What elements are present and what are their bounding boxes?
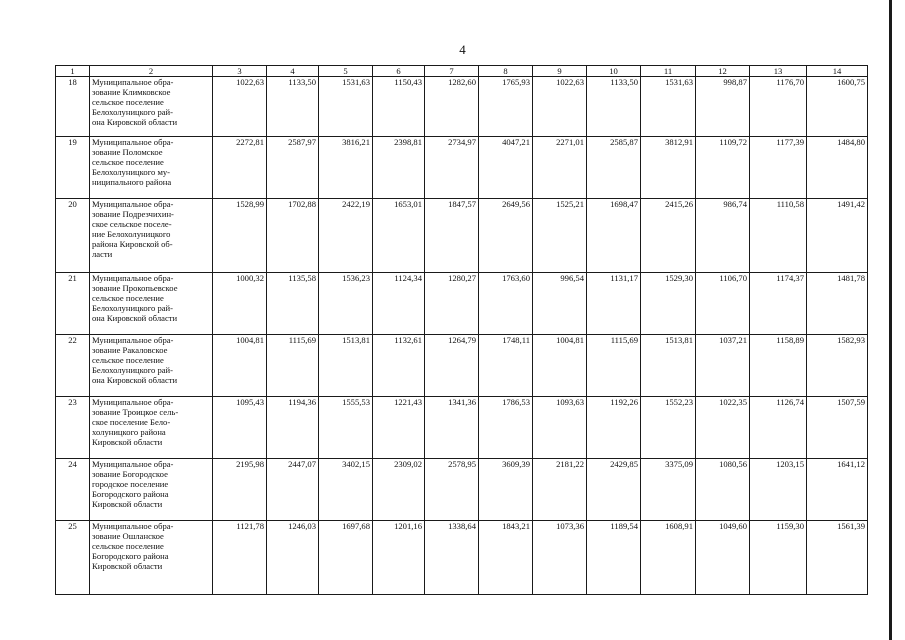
value-cell: 996,54	[533, 273, 587, 335]
value-cell: 2195,98	[213, 459, 267, 521]
value-cell: 1093,63	[533, 397, 587, 459]
column-header: 6	[373, 66, 425, 77]
column-header: 3	[213, 66, 267, 77]
value-cell: 1697,68	[319, 521, 373, 595]
table-row	[56, 459, 868, 521]
value-cell: 1037,21	[696, 335, 750, 397]
value-cell: 2649,56	[479, 199, 533, 273]
value-cell: 1022,63	[213, 77, 267, 137]
value-cell: 1176,70	[750, 77, 807, 137]
value-cell: 1507,59	[807, 397, 868, 459]
value-cell: 1748,11	[479, 335, 533, 397]
value-cell: 1246,03	[267, 521, 319, 595]
value-cell: 2309,02	[373, 459, 425, 521]
scan-edge-line	[889, 0, 892, 640]
value-cell: 1341,36	[425, 397, 479, 459]
value-cell: 2398,81	[373, 137, 425, 199]
municipality-name: Муниципальное обра- зование Ошланское сельское поселение Богородского района Кировской области	[90, 521, 213, 595]
value-cell: 2447,07	[267, 459, 319, 521]
table-row	[56, 273, 868, 335]
value-cell: 1203,15	[750, 459, 807, 521]
value-cell: 1132,61	[373, 335, 425, 397]
row-number: 20	[56, 199, 90, 273]
value-cell: 1765,93	[479, 77, 533, 137]
municipality-name: Муниципальное обра- зование Ракаловское сельское поселение Белохолуницкого рай- она Кировской области	[90, 335, 213, 397]
value-cell: 3609,39	[479, 459, 533, 521]
value-cell: 1513,81	[641, 335, 696, 397]
value-cell: 1004,81	[213, 335, 267, 397]
value-cell: 1264,79	[425, 335, 479, 397]
value-cell: 1561,39	[807, 521, 868, 595]
value-cell: 1763,60	[479, 273, 533, 335]
value-cell: 1531,63	[641, 77, 696, 137]
value-cell: 1095,43	[213, 397, 267, 459]
value-cell: 4047,21	[479, 137, 533, 199]
table-row	[56, 335, 868, 397]
table-row	[56, 77, 868, 137]
value-cell: 2422,19	[319, 199, 373, 273]
value-cell: 1150,43	[373, 77, 425, 137]
value-cell: 2578,95	[425, 459, 479, 521]
municipality-name: Муниципальное обра- зование Поломское сельское поселение Белохолуницкого му- ниципального района	[90, 137, 213, 199]
value-cell: 1189,54	[587, 521, 641, 595]
value-cell: 1192,26	[587, 397, 641, 459]
value-cell: 1280,27	[425, 273, 479, 335]
column-header: 12	[696, 66, 750, 77]
value-cell: 1282,60	[425, 77, 479, 137]
value-cell: 1194,36	[267, 397, 319, 459]
table-row	[56, 137, 868, 199]
value-cell: 2272,81	[213, 137, 267, 199]
column-header: 9	[533, 66, 587, 77]
value-cell: 986,74	[696, 199, 750, 273]
municipality-name: Муниципальное обра- зование Богородское городское поселение Богородского района Кировской области	[90, 459, 213, 521]
value-cell: 1786,53	[479, 397, 533, 459]
value-cell: 1133,50	[587, 77, 641, 137]
value-cell: 2587,97	[267, 137, 319, 199]
value-cell: 1221,43	[373, 397, 425, 459]
value-cell: 1582,93	[807, 335, 868, 397]
value-cell: 1608,91	[641, 521, 696, 595]
municipality-name: Муниципальное обра- зование Троицкое сель- ское поселение Бело- холуницкого района Кировской области	[90, 397, 213, 459]
row-number: 24	[56, 459, 90, 521]
column-header: 14	[807, 66, 868, 77]
value-cell: 1513,81	[319, 335, 373, 397]
tariff-table	[55, 65, 868, 595]
municipality-name: Муниципальное обра- зование Прокопьевское сельское поселение Белохолуницкого рай- она Кировской области	[90, 273, 213, 335]
value-cell: 1109,72	[696, 137, 750, 199]
column-header: 13	[750, 66, 807, 77]
row-number: 18	[56, 77, 90, 137]
value-cell: 1131,17	[587, 273, 641, 335]
row-number: 23	[56, 397, 90, 459]
value-cell: 1124,34	[373, 273, 425, 335]
value-cell: 998,87	[696, 77, 750, 137]
value-cell: 1158,89	[750, 335, 807, 397]
value-cell: 1525,21	[533, 199, 587, 273]
column-header: 11	[641, 66, 696, 77]
value-cell: 1159,30	[750, 521, 807, 595]
value-cell: 1115,69	[587, 335, 641, 397]
value-cell: 2181,22	[533, 459, 587, 521]
value-cell: 1338,64	[425, 521, 479, 595]
column-header: 8	[479, 66, 533, 77]
value-cell: 1174,37	[750, 273, 807, 335]
value-cell: 1126,74	[750, 397, 807, 459]
table-row	[56, 521, 868, 595]
value-cell: 1641,12	[807, 459, 868, 521]
value-cell: 1536,23	[319, 273, 373, 335]
municipality-name: Муниципальное обра- зование Подрезчихин- ское сельское поселе- ние Белохолуницкого района Кировской об- ласти	[90, 199, 213, 273]
value-cell: 1110,58	[750, 199, 807, 273]
value-cell: 1004,81	[533, 335, 587, 397]
row-number: 19	[56, 137, 90, 199]
value-cell: 1531,63	[319, 77, 373, 137]
value-cell: 1135,58	[267, 273, 319, 335]
value-cell: 1600,75	[807, 77, 868, 137]
value-cell: 1484,80	[807, 137, 868, 199]
value-cell: 2734,97	[425, 137, 479, 199]
row-number: 25	[56, 521, 90, 595]
value-cell: 1000,32	[213, 273, 267, 335]
value-cell: 1481,78	[807, 273, 868, 335]
value-cell: 3816,21	[319, 137, 373, 199]
value-cell: 3375,09	[641, 459, 696, 521]
value-cell: 2429,85	[587, 459, 641, 521]
column-header: 2	[90, 66, 213, 77]
page-number: 4	[459, 42, 466, 57]
value-cell: 1022,63	[533, 77, 587, 137]
value-cell: 1080,56	[696, 459, 750, 521]
value-cell: 1049,60	[696, 521, 750, 595]
value-cell: 2271,01	[533, 137, 587, 199]
value-cell: 1106,70	[696, 273, 750, 335]
table-row	[56, 199, 868, 273]
row-number: 22	[56, 335, 90, 397]
value-cell: 1201,16	[373, 521, 425, 595]
value-cell: 1843,21	[479, 521, 533, 595]
value-cell: 1702,88	[267, 199, 319, 273]
value-cell: 1115,69	[267, 335, 319, 397]
value-cell: 1022,35	[696, 397, 750, 459]
value-cell: 1529,30	[641, 273, 696, 335]
value-cell: 1698,47	[587, 199, 641, 273]
value-cell: 1491,42	[807, 199, 868, 273]
value-cell: 2585,87	[587, 137, 641, 199]
value-cell: 2415,26	[641, 199, 696, 273]
column-header: 7	[425, 66, 479, 77]
value-cell: 1121,78	[213, 521, 267, 595]
municipality-name: Муниципальное обра- зование Климковское сельское поселение Белохолуницкого рай- она Кировской области	[90, 77, 213, 137]
table-header-row	[56, 66, 868, 77]
value-cell: 3402,15	[319, 459, 373, 521]
column-header: 10	[587, 66, 641, 77]
value-cell: 1653,01	[373, 199, 425, 273]
value-cell: 3812,91	[641, 137, 696, 199]
column-header: 1	[56, 66, 90, 77]
value-cell: 1528,99	[213, 199, 267, 273]
column-header: 4	[267, 66, 319, 77]
table-row	[56, 397, 868, 459]
value-cell: 1177,39	[750, 137, 807, 199]
value-cell: 1847,57	[425, 199, 479, 273]
value-cell: 1133,50	[267, 77, 319, 137]
value-cell: 1555,53	[319, 397, 373, 459]
value-cell: 1552,23	[641, 397, 696, 459]
row-number: 21	[56, 273, 90, 335]
value-cell: 1073,36	[533, 521, 587, 595]
column-header: 5	[319, 66, 373, 77]
